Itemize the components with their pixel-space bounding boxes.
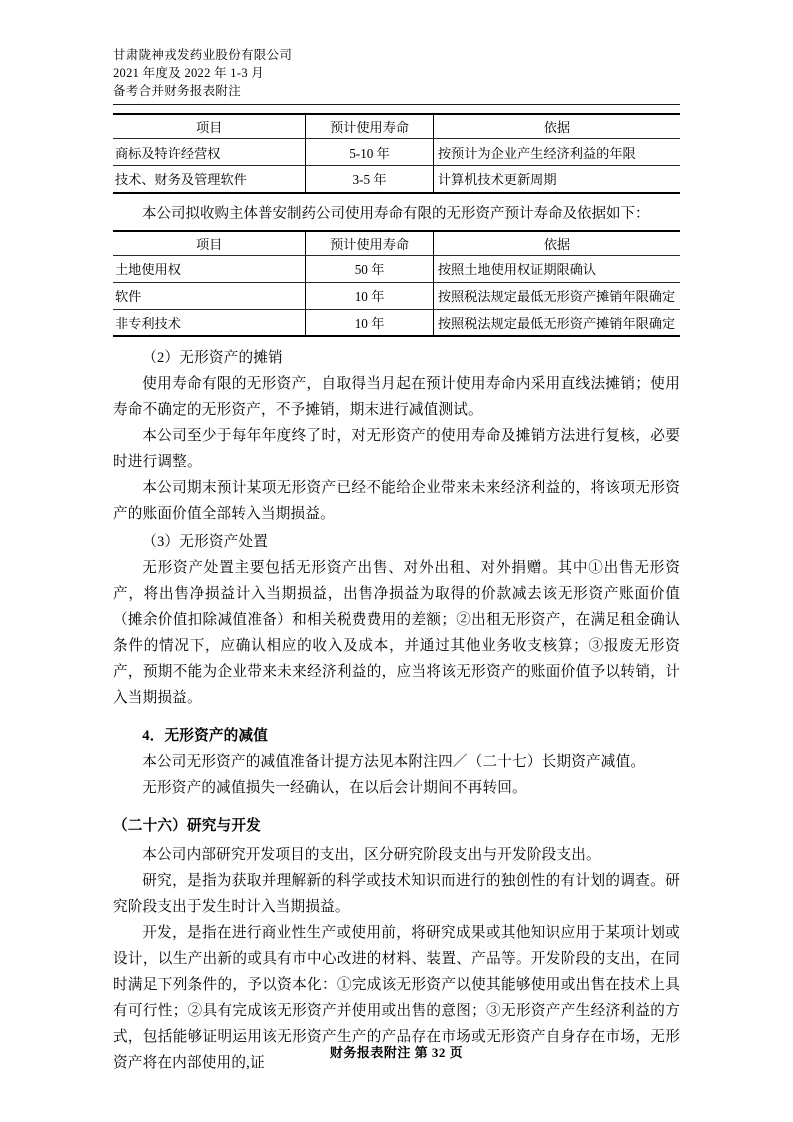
table-row bbox=[113, 166, 680, 193]
table-header-row bbox=[113, 114, 680, 139]
column-header-basis: 依据 bbox=[433, 231, 680, 256]
header-divider bbox=[113, 104, 680, 105]
useful-life-table-target bbox=[113, 230, 680, 338]
table-cell: 50 年 bbox=[306, 255, 434, 282]
body-text bbox=[113, 345, 680, 1076]
column-header-basis: 依据 bbox=[433, 114, 680, 139]
paragraph: 本公司无形资产的减值准备计提方法见本附注四／（二十七）长期资产减值。 bbox=[142, 754, 646, 770]
table-row bbox=[113, 309, 680, 336]
paragraph: 无形资产的减值损失一经确认，在以后会计期间不再转回。 bbox=[142, 780, 527, 796]
table-cell: 5-10 年 bbox=[306, 139, 434, 166]
paragraph: 本公司内部研究开发项目的支出，区分研究阶段支出与开发阶段支出。 bbox=[142, 847, 601, 863]
page-header bbox=[113, 46, 680, 100]
column-header-life: 预计使用寿命 bbox=[306, 114, 434, 139]
paragraph: 无形资产处置主要包括无形资产出售、对外出租、对外捐赠。其中①出售无形资产，将出售净损益计入当期损益，出售净损益为取得的价款减去该无形资产账面价值（摊余价值扣除减值准备）和相关税费费用的差额；②出租无形资产，在满足租金确认条件的情况下，应确认相应的收入及成本，并通过其他业务收支核算；③报废无形资产，预期不能为企业带来未来经济利益的，应当将该无形资产的账面价值予以转销，计入当期损益。 bbox=[113, 560, 680, 706]
table-cell: 土地使用权 bbox=[113, 255, 306, 282]
table-cell: 按照土地使用权证期限确认 bbox=[433, 255, 680, 282]
column-header-item: 项目 bbox=[113, 231, 306, 256]
table-row bbox=[113, 255, 680, 282]
document-title: 备考合并财务报表附注 bbox=[113, 84, 242, 98]
table-cell: 技术、财务及管理软件 bbox=[115, 172, 247, 188]
paragraph: 本公司至少于每年年度终了时，对无形资产的使用寿命及摊销方法进行复核，必要时进行调整。 bbox=[113, 428, 680, 470]
table-cell: 按照税法规定最低无形资产摊销年限确定 bbox=[433, 282, 680, 309]
table-cell: 商标及特许经营权 bbox=[113, 139, 306, 166]
column-header-life: 预计使用寿命 bbox=[306, 231, 434, 256]
section-heading-research-development: （二十六）研究与开发 bbox=[113, 818, 261, 834]
table-row bbox=[113, 282, 680, 309]
table-cell: 10 年 bbox=[306, 282, 434, 309]
subsection-heading-disposal: （3）无形资产处置 bbox=[142, 534, 269, 550]
report-period: 2021 年度及 2022 年 1-3 月 bbox=[113, 66, 265, 80]
company-name: 甘肃陇神戎发药业股份有限公司 bbox=[113, 48, 293, 62]
subsection-heading-impairment: 4．无形资产的减值 bbox=[142, 728, 269, 744]
paragraph: 使用寿命有限的无形资产，自取得当月起在预计使用寿命内采用直线法摊销；使用寿命不确定的无形资产，不予摊销，期末进行减值测试。 bbox=[113, 376, 680, 418]
table-cell: 3-5 年 bbox=[306, 166, 434, 193]
table-cell: 软件 bbox=[113, 282, 306, 309]
table-header-row bbox=[113, 231, 680, 256]
useful-life-table-acquirer bbox=[113, 113, 680, 194]
paragraph: 研究，是指为获取并理解新的科学或技术知识而进行的独创性的有计划的调查。研究阶段支出于发生时计入当期损益。 bbox=[113, 873, 680, 915]
page-footer: 财务报表附注 第 32 页 bbox=[329, 1045, 464, 1060]
column-header-item: 项目 bbox=[113, 114, 306, 139]
paragraph: 本公司期末预计某项无形资产已经不能给企业带来未来经济利益的，将该项无形资产的账面价值全部转入当期损益。 bbox=[113, 480, 680, 522]
table-cell: 按照税法规定最低无形资产摊销年限确定 bbox=[433, 309, 680, 336]
intro-paragraph: 本公司拟收购主体普安制药公司使用寿命有限的无形资产预计寿命及依据如下： bbox=[142, 205, 650, 222]
paragraph: 开发，是指在进行商业性生产或使用前，将研究成果或其他知识应用于某项计划或设计，以生产出新的或具有市中心改进的材料、装置、产品等。开发阶段的支出，在同时满足下列条件的，予以资本化：①完成该无形资产以使其能够使用或出售在技术上具有可行性；②具有完成该无形资产并使用或出售的意图；③无形资产产生经济利益的方式，包括能够证明运用该无形资产生产的产品存在市场或无形资产自身存在市场，无形资产将在内部使用的,证 bbox=[113, 925, 680, 1071]
subsection-heading-amortization: （2）无形资产的摊销 bbox=[142, 350, 283, 366]
table-cell: 按预计为企业产生经济利益的年限 bbox=[433, 139, 680, 166]
table-row bbox=[113, 139, 680, 166]
table-cell: 10 年 bbox=[306, 309, 434, 336]
table-cell: 非专利技术 bbox=[115, 315, 181, 331]
table-cell: 计算机技术更新周期 bbox=[433, 166, 680, 193]
